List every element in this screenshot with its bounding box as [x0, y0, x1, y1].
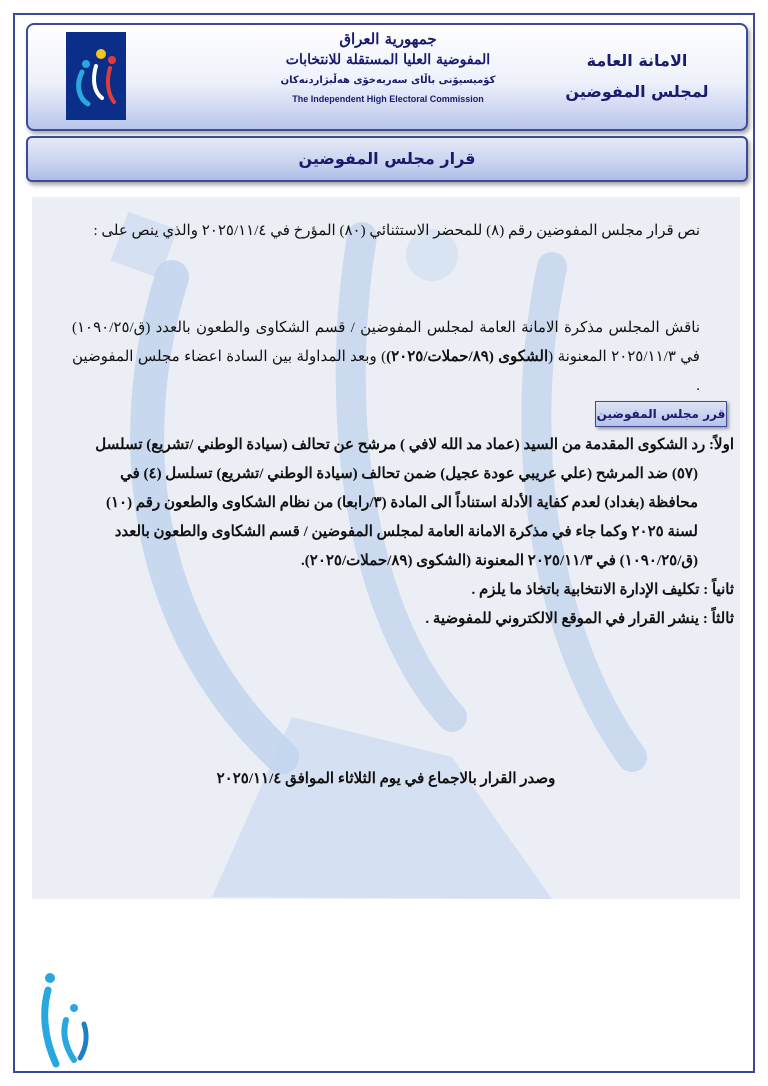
intro-paragraph: نص قرار مجلس المفوضين رقم (٨) للمحضر الاستثنائي (٨٠) المؤرخ في ٢٠٢٥/١١/٤ والذي ينص على :: [93, 223, 700, 239]
commission-country-text: جمهورية العراق: [339, 30, 437, 48]
complaint-reference: الشكوى (٨٩/حملات/٢٠٢٥): [386, 349, 549, 365]
decision-item-1-line-4: لسنة ٢٠٢٥ وكما جاء في مذكرة الامانة العامة لمجلس المفوضين / قسم الشكاوى والطعون بالعدد: [114, 524, 698, 540]
decision-item-1-line-3: محافظة (بغداد) لعدم كفاية الأدلة استناداً الى المادة (٣/رابعا) من نظام الشكاوى والطعون رقم (١٠): [105, 495, 698, 511]
commission-name-block: [278, 29, 498, 125]
commission-arabic-name: المفوضية العليا المستقلة للانتخابات: [285, 52, 491, 68]
discussion-text-part-1: ناقش المجلس مذكرة الامانة العامة لمجلس المفوضين / قسم الشكاوى والطعون بالعدد (ق/١٠٩٠/٢٥) في ٢٠٢٥/١١/٣ المعنونة (: [72, 320, 700, 365]
commission-kurdish-name: کۆمیسیۆنی باڵای سەربەخۆی هەڵبژاردنەکان: [280, 75, 496, 86]
discussion-paragraph: [72, 314, 700, 401]
document-body: [32, 197, 740, 899]
decision-item-2: ثانياً : تكليف الإدارة الانتخابية باتخاذ ما يلزم .: [471, 582, 734, 598]
decided-badge-label: قرر مجلس المفوضين: [596, 407, 726, 421]
page-title: قرار مجلس المفوضين: [298, 149, 476, 168]
secretariat-line-1: الامانة العامة: [586, 51, 688, 70]
secretariat-title: [562, 45, 712, 107]
commission-english-name: The Independent High Electoral Commission: [292, 94, 484, 104]
closing-statement: وصدر القرار بالاجماع في يوم الثلاثاء الموافق ٢٠٢٥/١١/٤: [216, 771, 556, 787]
ihec-logo-icon: [66, 32, 126, 120]
decision-list: [32, 431, 740, 634]
decision-item-1-line-5: (ق/١٠٩٠/٢٥) في ٢٠٢٥/١١/٣ المعنونة (الشكوى (٨٩/حملات/٢٠٢٥).: [301, 553, 698, 569]
decision-item-1-line-1: اولاً: رد الشكوى المقدمة من السيد (عماد مد الله لافي ) مرشح عن تحالف (سيادة الوطني /تشريع) تسلسل: [95, 437, 734, 453]
document-header: [26, 23, 748, 131]
secretariat-line-2: لمجلس المفوضين: [565, 82, 709, 101]
ihec-footer-logo-icon: [40, 968, 94, 1072]
decision-title-bar: [26, 136, 748, 182]
decision-item-3: ثالثاً : ينشر القرار في الموقع الالكتروني للمفوضية .: [425, 611, 734, 627]
decided-badge: [595, 401, 727, 427]
discussion-text-part-2: ) وبعد المداولة بين السادة اعضاء مجلس المفوضين .: [72, 349, 700, 394]
decision-item-1-line-2: (٥٧) ضد المرشح (علي عريبي عودة عجيل) ضمن تحالف (سيادة الوطني /تشريع) تسلسل (٤) في: [120, 466, 698, 482]
